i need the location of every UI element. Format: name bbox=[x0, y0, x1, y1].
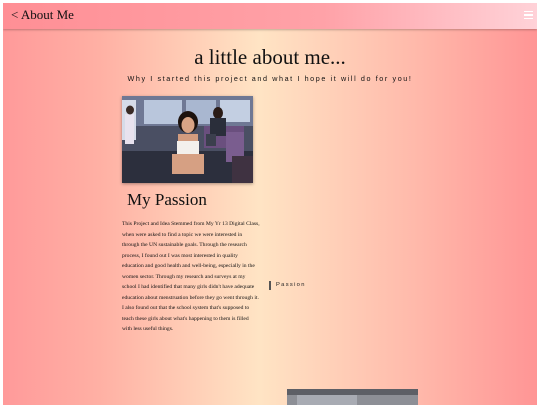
secondary-photo bbox=[287, 389, 418, 405]
top-navigation-bar bbox=[3, 3, 537, 29]
hamburger-menu-icon[interactable] bbox=[524, 11, 533, 20]
back-about-me-link[interactable]: < About Me bbox=[11, 7, 74, 22]
passion-side-label[interactable]: Passion bbox=[269, 281, 306, 290]
passion-paragraph: This Project and Idea Stemmed from My Yr 13 Digital Class, when were asked to find a topic we were interested in through the UN sustainable goals. Through the research process, I found out I was most interested in quality education and good health and well-being, especially in the women sector. Through my research and surveys at my school I had identified that many girls didn't have adequate education about menstruation before they go went through it. I also found out that the school system that's supposed to teach these girls about what's happening to them is filled with less useful things. bbox=[122, 221, 260, 332]
section-heading: My Passion bbox=[127, 190, 207, 209]
profile-photo bbox=[122, 96, 253, 183]
page-title: a little about me... bbox=[194, 45, 346, 69]
page-subtitle: Why I started this project and what I hope it will do for you! bbox=[127, 74, 413, 83]
page-frame bbox=[3, 3, 537, 405]
